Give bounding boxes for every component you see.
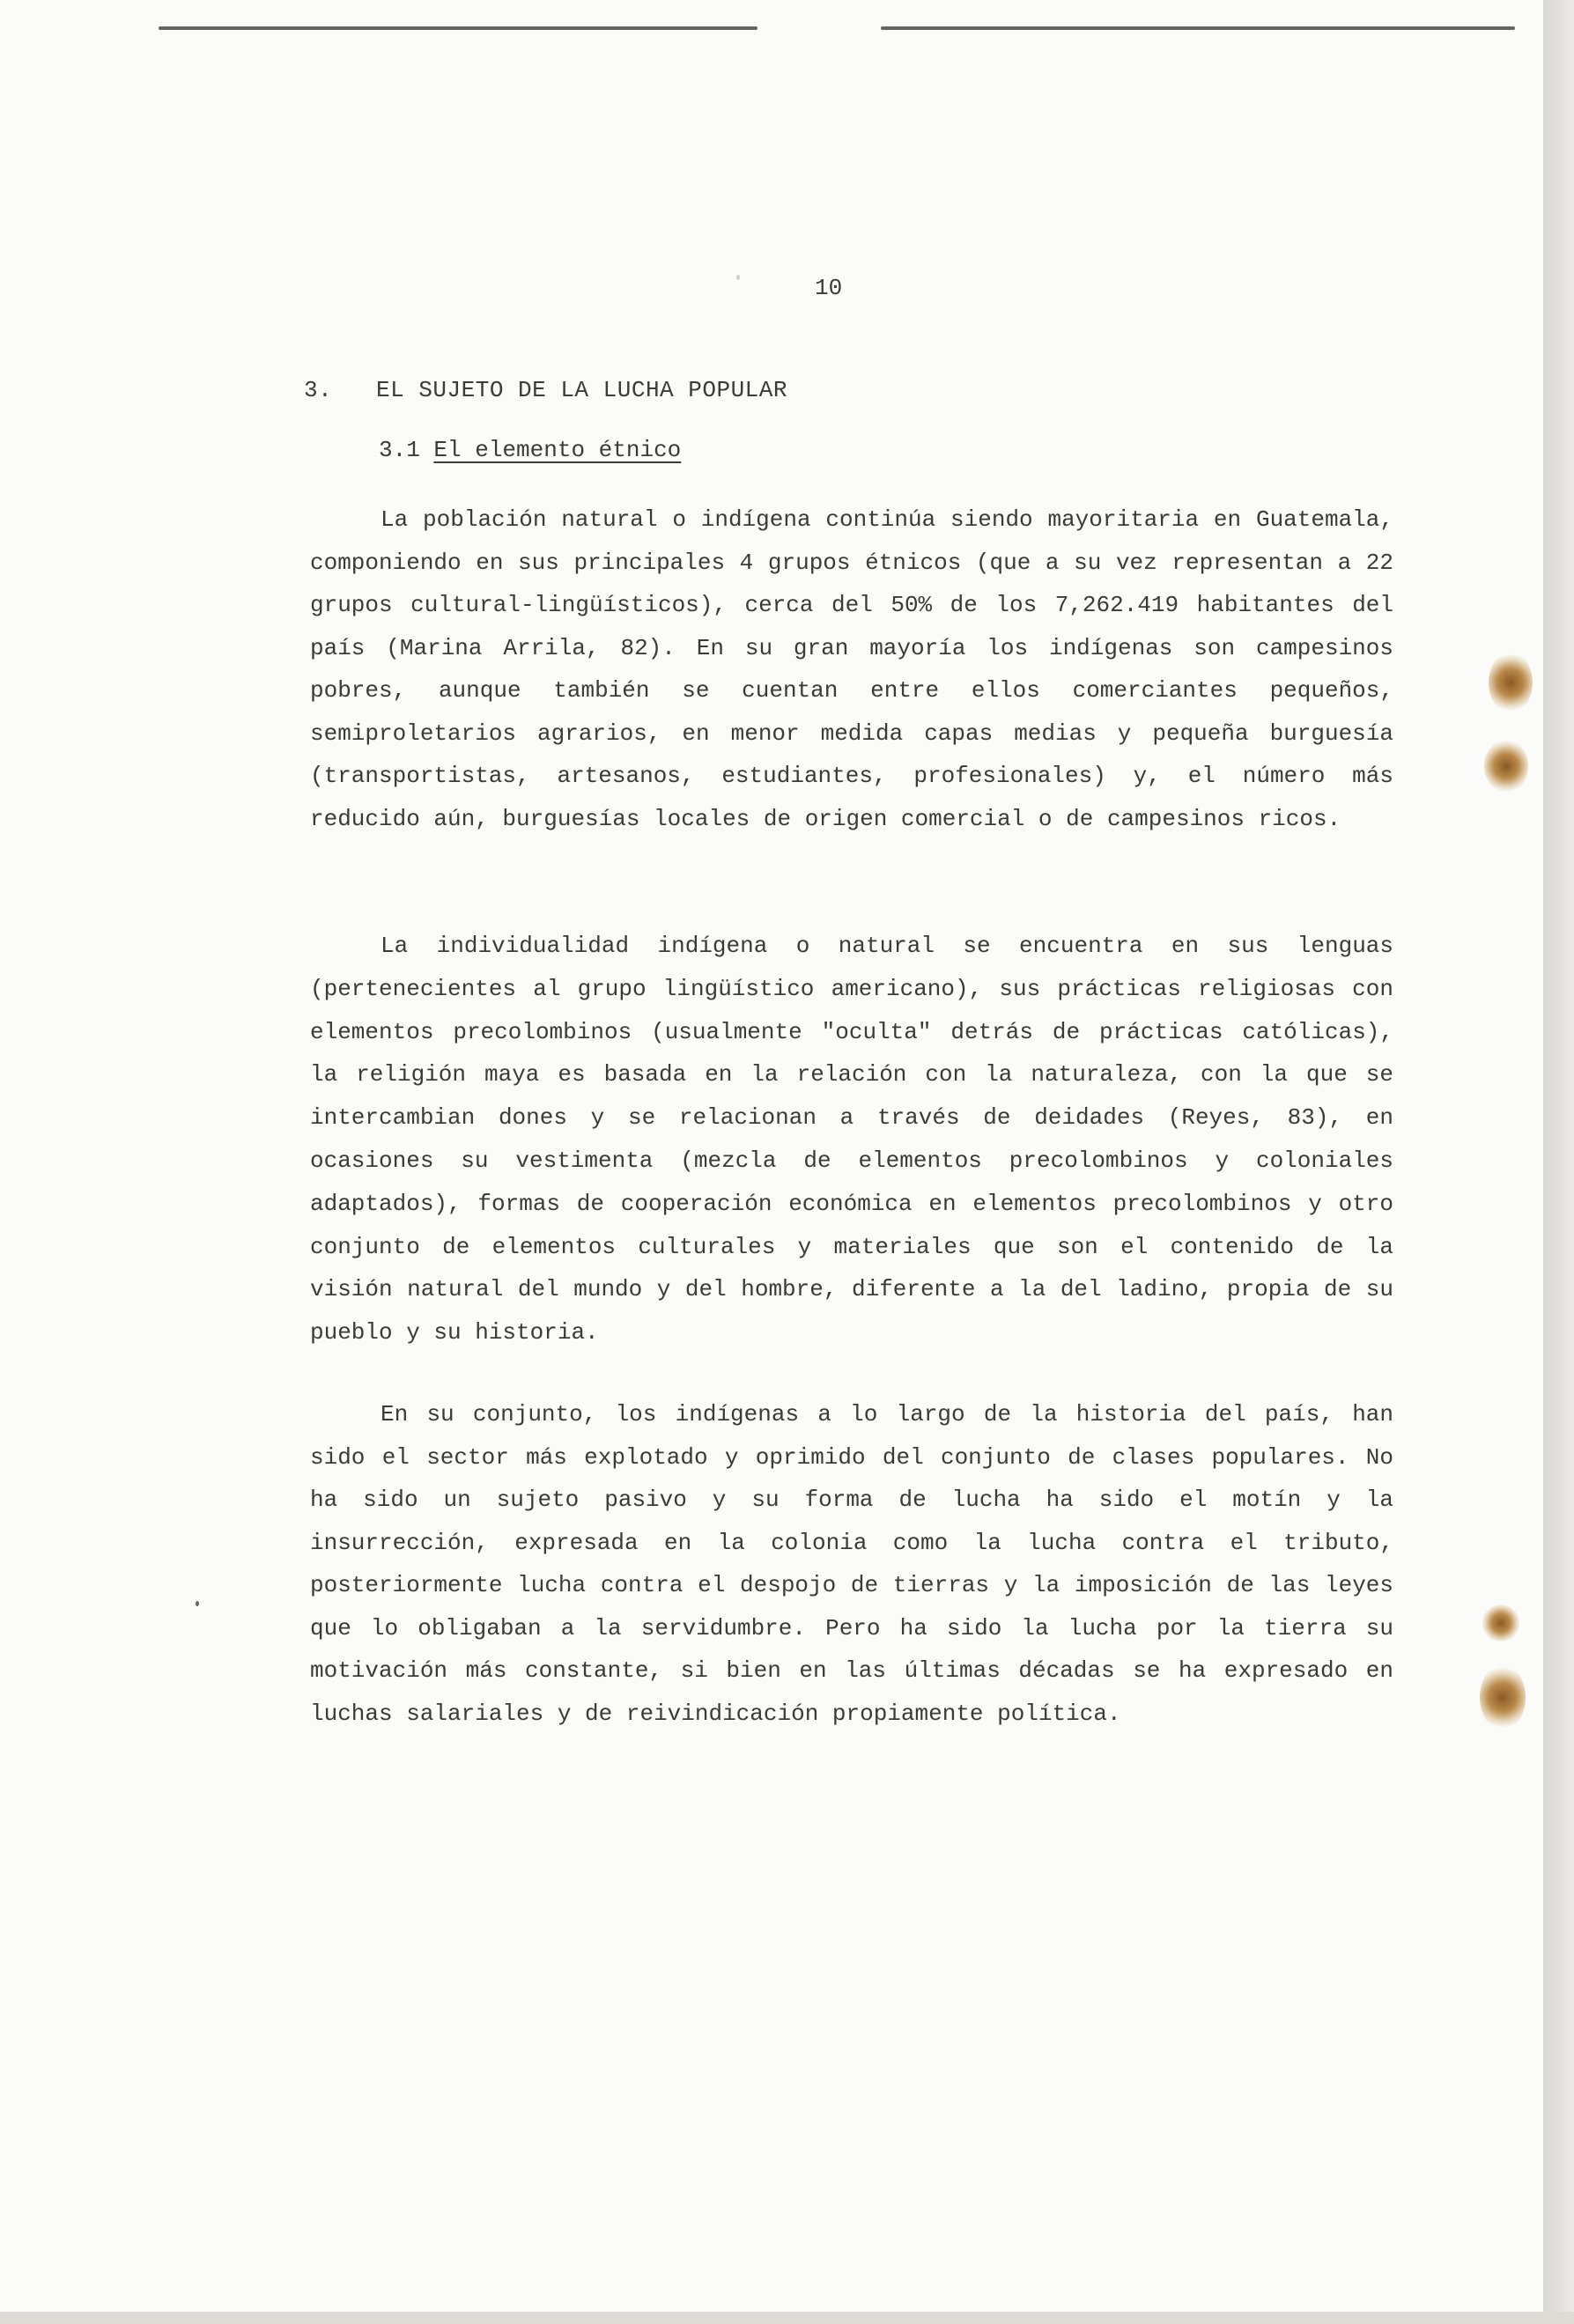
foxing-stain (1480, 1664, 1526, 1730)
top-rule-right (881, 26, 1515, 30)
ink-speck (736, 275, 740, 280)
page-number: 10 (815, 275, 843, 301)
section-number: 3. (304, 377, 333, 403)
ink-speck (196, 1601, 199, 1606)
paragraph-1: La población natural o indígena continúa siendo mayoritaria en Guatemala, componiendo en sus principales 4 grupos étnicos (que a su vez representan a 22 grupos cultural-lingüísticos), cerca del 50% de los 7,262.419 habitantes del país (Marina Arrila, 82). En su gran mayoría los indígenas son campesinos pobres, aunque también se cuentan entre ellos comerciantes pequeños, semiproletarios agrarios, en menor medida capas medias y pequeña burguesía (transportistas, artesanos, estudiantes, profesionales) y, el número más reducido aún, burguesías locales de origen comercial o de campesinos ricos. (310, 506, 1393, 832)
subsection-number: 3.1 (379, 437, 420, 463)
foxing-stain (1489, 652, 1533, 713)
section-heading (304, 377, 787, 403)
foxing-stain (1482, 1605, 1519, 1642)
paper-edge-right (1543, 0, 1574, 2324)
top-rule-left (159, 26, 757, 30)
subsection-heading (379, 437, 681, 463)
paragraph-3: En su conjunto, los indígenas a lo largo de la historia del país, han sido el sector más explotado y oprimido del conjunto de clases populares. No ha sido un sujeto pasivo y su forma de lucha ha sido el motín y la insurrección, expresada en la colonia como la lucha contra el tributo, posteriormente lucha contra el despojo de tierras y la imposición de las leyes que lo obligaban a la servidumbre. Pero ha sido la lucha por la tierra su motivación más constante, si bien en las últimas décadas se ha expresado en luchas salariales y de reivindicación propiamente política. (310, 1401, 1393, 1727)
paragraph-2: La individualidad indígena o natural se encuentra en sus lenguas (pertenecientes al grupo lingüístico americano), sus prácticas religiosas con elementos precolombinos (usualmente "oculta" detrás de prácticas católicas), la religión maya es basada en la relación con la naturaleza, con la que se intercambian dones y se relacionan a través de deidades (Reyes, 83), en ocasiones su vestimenta (mezcla de elementos precolombinos y coloniales adaptados), formas de cooperación económica en elementos precolombinos y otro conjunto de elementos culturales y materiales que son el contenido de la visión natural del mundo y del hombre, diferente a la del ladino, propia de su pueblo y su historia. (310, 933, 1393, 1346)
paper-edge-bottom (0, 2312, 1574, 2324)
section-title: EL SUJETO DE LA LUCHA POPULAR (376, 377, 787, 403)
foxing-stain (1484, 740, 1528, 793)
subsection-title: El elemento étnico (433, 437, 682, 463)
